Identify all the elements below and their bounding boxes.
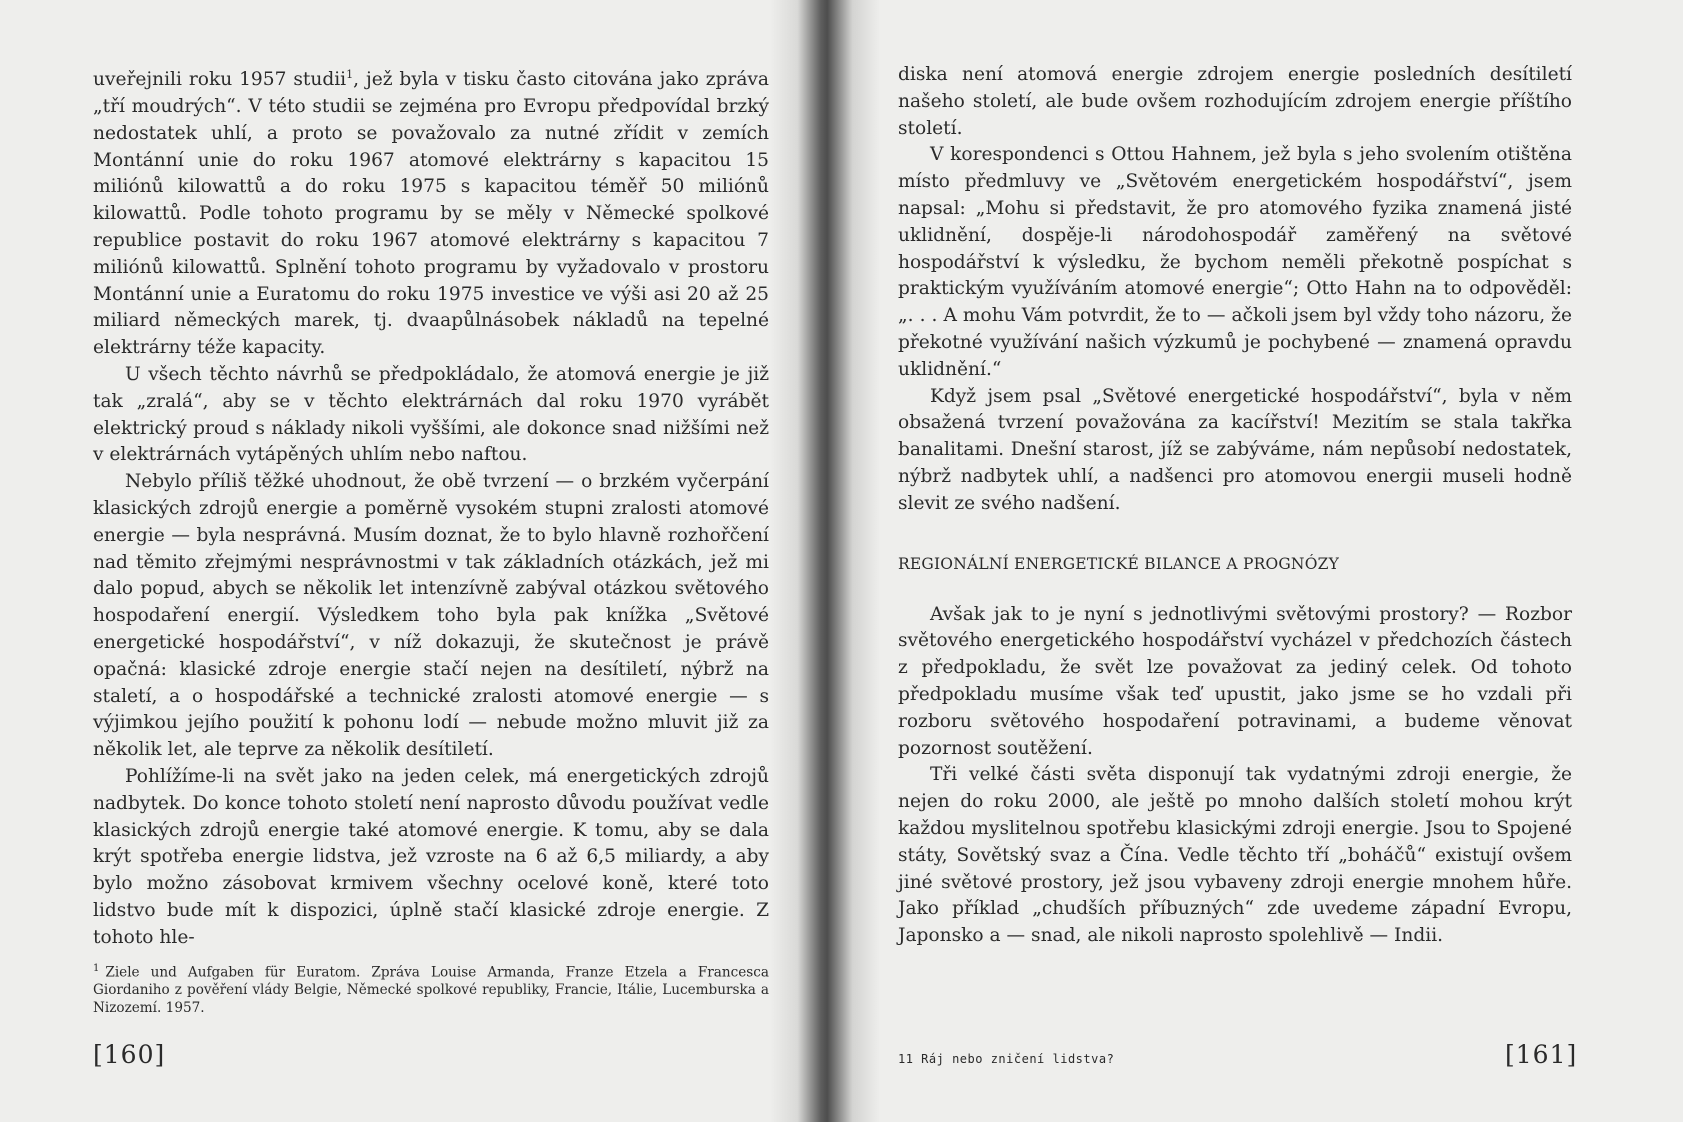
paragraph: diska není atomová energie zdrojem energie posledních desítiletí našeho století, ale bude ovšem rozhodujícím zdrojem energie příštího století.	[898, 64, 1572, 139]
footnote	[93, 960, 769, 1017]
footnote-text: Ziele und Aufgaben für Euratom. Zpráva Louise Armanda, Franze Etzela a Francesca Giordaniho z pověření vlády Belgie, Německé spolkové republiky, Francie, Itálie, Lucemburska a Nizozemí. 1957.	[93, 964, 769, 1016]
paragraph: U všech těchto návrhů se předpokládalo, že atomová energie je již tak „zralá“, aby se v těchto elektrárnách dal roku 1970 vyrábět elektrický proud s náklady nikoli vyššími, ale dokonce snad nižšími než v elektrárnách vytápěných uhlím nebo naftou.	[93, 363, 769, 466]
paragraph: Tři velké části světa disponují tak vydatnými zdroji energie, že nejen do roku 2000, ale ještě po mnoho dalších století mohou krýt každou myslitelnou spotřebu klasickými zdroji energie. Jsou to Spojené státy, Sovětský svaz a Čína. Vedle těchto tří „boháčů“ existují ovšem jiné světové prostory, jež jsou vybaveny zdroji energie mnohem hůře. Jako příklad „chudších příbuzných“ zde uvedeme západní Evropu, Japonsko a — snad, ale nikoli naprosto spolehlivě — Indii.	[898, 764, 1572, 947]
paragraph: Avšak jak to je nyní s jednotlivými světovými prostory? — Rozbor světového energetického hospodářství vycházel v předchozích částech z předpokladu, že svět lze považovat za jediný celek. Od tohoto předpokladu musíme však teď upustit, jako jsme se ho vzdali při rozboru světového hospodaření potravinami, a budeme věnovat pozornost soutěžení.	[898, 603, 1572, 759]
paragraph: uveřejnili roku 1957 studii$^1$, jež byla v tisku často citována jako zpráva „tří moudrých“. V této studii se zejména pro Evropu předpovídal brzký nedostatek uhlí, a proto se považovalo za nutné zřídit v zemích Montánní unie do roku 1967 atomové elektrárny s kapacitou 15 miliónů kilowattů a do roku 1975 s kapacitou téměř 50 miliónů kilowattů. Podle tohoto programu by se měly v Německé spolkové republice postavit do roku 1967 atomové elektrárny s kapacitou 7 miliónů kilowattů. Splnění tohoto programu by vyžadovalo v prostoru Montánní unie a Euratomu do roku 1975 investice ve výši asi 20 až 25 miliard německých marek, tj. dvaapůlnásobek nákladů na tepelné elektrárny téže kapacity.	[93, 68, 769, 359]
printer-signature: 11 Ráj nebo zničení lidstva?	[898, 1052, 1115, 1066]
paragraph: Když jsem psal „Světové energetické hospodářství“, byla v něm obsažená tvrzení považována za kacířství! Mezitím se stala takřka banalitami. Dnešní starost, jíž se zabýváme, nám nepůsobí nedostatek, nýbrž nadbytek uhlí, a nadšenci pro atomovou energii museli hodně slevit ze svého nadšení.	[898, 385, 1572, 514]
footnote-reference: 1	[346, 68, 354, 81]
paragraph: Pohlížíme-li na svět jako na jeden celek, má energetických zdrojů nadbytek. Do konce tohoto století není naprosto důvodu používat vedle klasických zdrojů energie také atomové energie. K tomu, aby se dala krýt spotřeba energie lidstva, jež vzroste na 6 až 6,5 miliardy, a aby bylo možno zásobovat krmivem všechny ocelové koně, které toto lidstvo bude mít k dispozici, úplně stačí klasické zdroje energie. Z tohoto hle-	[93, 765, 769, 948]
right-page	[898, 62, 1572, 950]
section-heading: REGIONÁLNÍ ENERGETICKÉ BILANCE A PROGNÓZY	[898, 554, 1340, 573]
page-number-right: [161]	[1505, 1040, 1578, 1069]
page-number-left: [160]	[93, 1040, 166, 1069]
book-gutter	[770, 0, 880, 1122]
left-page	[93, 62, 769, 951]
paragraph: Nebylo příliš těžké uhodnout, že obě tvrzení — o brzkém vyčerpání klasických zdrojů energie a poměrně vysokém stupni zralosti atomové energie — byla nesprávná. Musím doznat, že to bylo hlavně rozhořčení nad těmito zřejmými nesprávnostmi v tak základních otázkách, jež mi dalo popud, abych se několik let intenzívně zabýval otázkou světového hospodaření energií. Výsledkem toho byla pak knížka „Světové energetické hospodářství“, v níž dokazuji, že skutečnost je právě opačná: klasické zdroje energie stačí nejen na desítiletí, nýbrž na staletí, a o hospodářské a technické zralosti atomové energie — s výjimkou jejího použití k pohonu lodí — nebude možno mluvit již za několik let, ale teprve za několik desítiletí.	[93, 471, 769, 761]
footnote-mark: 1	[93, 963, 100, 974]
paragraph: V korespondenci s Ottou Hahnem, jež byla s jeho svolením otištěna místo předmluvy ve „Světovém energetickém hospodářství“, jsem napsal: „Mohu si představit, že pro atomového fyzika znamená jisté uklidnění, dospěje-li národohospodář zaměřený na světové hospodářství k výsledku, že bychom neměli překotně pospíchat s praktickým využíváním atomové energie“; Otto Hahn na to odpověděl: „. . . A mohu Vám potvrdit, že to — ačkoli jsem byl vždy toho názoru, že překotné využívání našich výzkumů je pochybené — znamená opravdu uklidnění.“	[898, 144, 1572, 380]
